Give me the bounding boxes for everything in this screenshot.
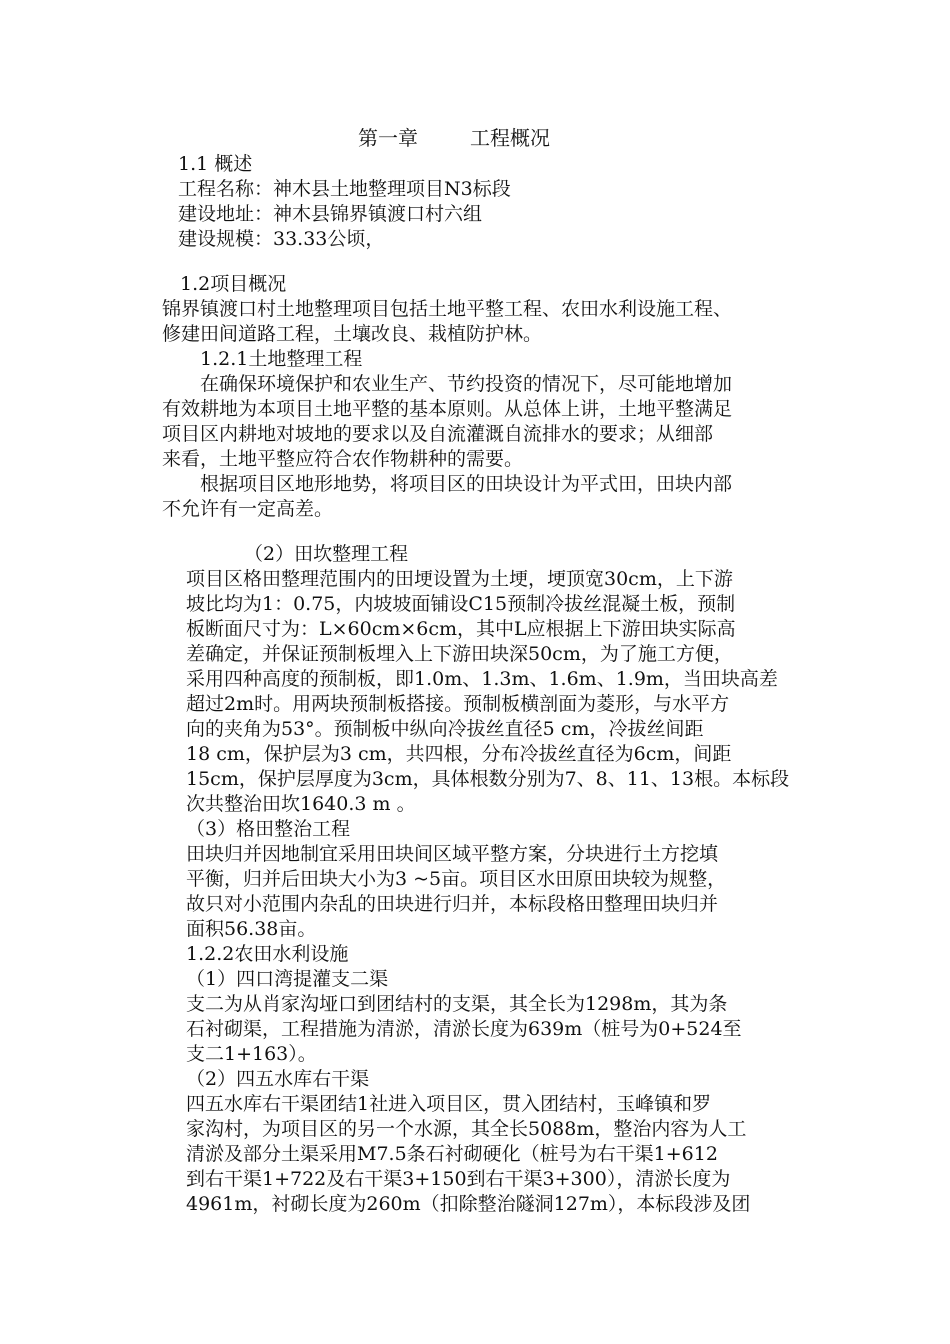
subsection-heading-2: （2）田坎整理工程: [244, 543, 409, 565]
section-heading-1-1: 1.1 概述: [178, 153, 253, 175]
section-heading-1-2: 1.2项目概况: [180, 273, 287, 295]
subsection-heading-2b: （2）四五水库右干渠: [186, 1068, 370, 1090]
paragraph-line: 向的夹角为53°。预制板中纵向冷拔丝直径5 cm，冷拔丝间距: [186, 718, 704, 740]
paragraph-line: 四五水库右干渠团结1社进入项目区，贯入团结村，玉峰镇和罗: [186, 1093, 712, 1115]
paragraph-line: 4961m，衬砌长度为260m（扣除整治隧洞127m），本标段涉及团: [186, 1193, 751, 1215]
chapter-number: 第一章: [358, 126, 418, 150]
paragraph-line: 超过2m时。用两块预制板搭接。预制板横剖面为菱形，与水平方: [186, 693, 730, 715]
paragraph-line: 锦界镇渡口村土地整理项目包括土地平整工程、农田水利设施工程、: [162, 298, 733, 320]
project-name-line: 工程名称：神木县土地整理项目N3标段: [178, 178, 511, 200]
paragraph-line: 平衡，归并后田块大小为3 ~5亩。项目区水田原田块较为规整，: [186, 868, 727, 890]
paragraph-line: 石衬砌渠，工程措施为清淤，清淤长度为639m（桩号为0+524至: [186, 1018, 742, 1040]
paragraph-line: 18 cm，保护层为3 cm，共四根，分布冷拔丝直径为6cm，间距: [186, 743, 732, 765]
paragraph-line: 项目区格田整理范围内的田埂设置为土埂，埂顶宽30cm，上下游: [186, 568, 733, 590]
chapter-heading: [358, 126, 550, 151]
paragraph-line: 家沟村，为项目区的另一个水源，其全长5088m，整治内容为人工: [186, 1118, 747, 1140]
paragraph-line: 坡比均为1：0.75，内坡坡面铺设C15预制冷拔丝混凝土板，预制: [186, 593, 736, 615]
paragraph-line: 差确定，并保证预制板埋入上下游田块深50cm，为了施工方便，: [186, 643, 733, 665]
paragraph-line: 到右干渠1+722及右干渠3+150到右干渠3+300），清淤长度为: [186, 1168, 731, 1190]
paragraph-line: 次共整治田坎1640.3 m 。: [186, 793, 416, 815]
section-heading-1-2-1: 1.2.1土地整理工程: [200, 348, 363, 370]
paragraph-line: 支二为从肖家沟垭口到团结村的支渠，其全长为1298m，其为条: [186, 993, 728, 1015]
paragraph-line: 田块归并因地制宜采用田块间区域平整方案，分块进行土方挖填: [186, 843, 719, 865]
paragraph-line: 清淤及部分土渠采用M7.5条石衬砌硬化（桩号为右干渠1+612: [186, 1143, 718, 1165]
paragraph-line: 不允许有一定高差。: [162, 498, 334, 520]
paragraph-line: 板断面尺寸为：L×60cm×6cm，其中L应根据上下游田块实际高: [186, 618, 736, 640]
paragraph-line: 来看，土地平整应符合农作物耕种的需要。: [162, 448, 524, 470]
paragraph-line: 采用四种高度的预制板，即1.0m、1.3m、1.6m、1.9m，当田块高差: [186, 668, 778, 690]
project-scale-line: 建设规模：33.33公顷，: [178, 228, 385, 250]
paragraph-line: 有效耕地为本项目土地平整的基本原则。从总体上讲，土地平整满足: [162, 398, 733, 420]
subsection-heading-3: （3）格田整治工程: [186, 818, 351, 840]
paragraph-line: 项目区内耕地对坡地的要求以及自流灌溉自流排水的要求；从细部: [162, 423, 714, 445]
paragraph-line: 修建田间道路工程，土壤改良、栽植防护林。: [162, 323, 543, 345]
paragraph-line: 故只对小范围内杂乱的田块进行归并，本标段格田整理田块归并: [186, 893, 719, 915]
section-heading-1-2-2: 1.2.2农田水利设施: [186, 943, 349, 965]
paragraph-line: 15cm，保护层厚度为3cm，具体根数分别为7、8、11、13根。本标段: [186, 768, 790, 790]
paragraph-line: 根据项目区地形地势，将项目区的田块设计为平式田，田块内部: [200, 473, 733, 495]
subsection-heading-1: （1）四口湾提灌支二渠: [186, 968, 389, 990]
chapter-title: 工程概况: [470, 126, 550, 150]
paragraph-line: 在确保环境保护和农业生产、节约投资的情况下，尽可能地增加: [200, 373, 733, 395]
paragraph-line: 支二1+163）。: [186, 1043, 317, 1065]
paragraph-line: 面积56.38亩。: [186, 918, 317, 940]
project-address-line: 建设地址：神木县锦界镇渡口村六组: [178, 203, 483, 225]
